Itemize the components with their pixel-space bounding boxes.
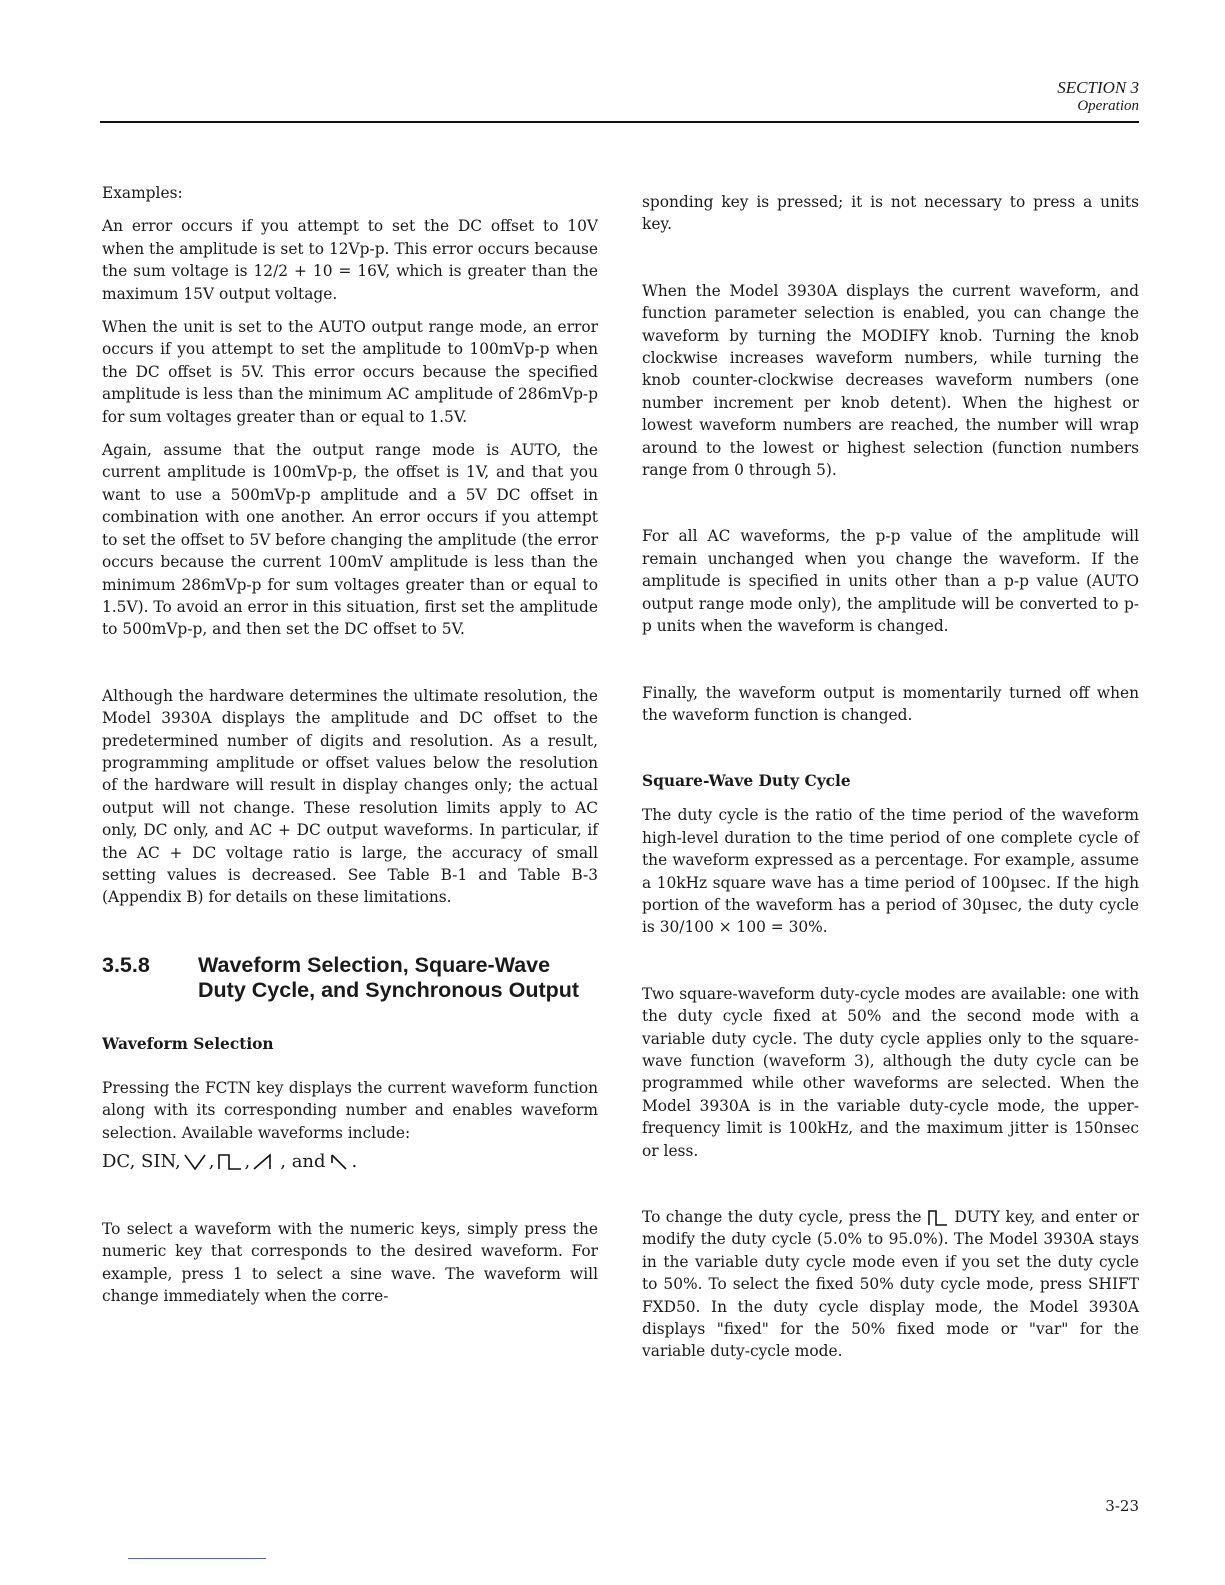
examples-label: Examples: [102, 184, 183, 202]
section-title: SECTION 3 [1057, 78, 1139, 97]
paragraph: An error occurs if you attempt to set the DC offset to 10V when the amplitude is set to 12Vp-p. This error occurs because the sum voltage is 12/2 + 10 = 16V, which is greater than the maximum 15V output voltage. [102, 217, 598, 303]
subsection-title: Waveform Selection, Square-Wave Duty Cycle, and Synchronous Output [198, 952, 580, 1002]
waveform-selection-heading: Waveform Selection [102, 1034, 274, 1053]
symbols-prefix: DC, SIN, [102, 1151, 181, 1172]
triangle-wave-icon [183, 1151, 207, 1173]
waveform-symbols [102, 1150, 598, 1174]
subsection-heading [102, 953, 598, 1003]
paragraph: sponding key is pressed; it is not necessary to press a units key. [642, 193, 1139, 234]
paragraph: Finally, the waveform output is momentarily turned off when the waveform function is changed. [642, 683, 1139, 724]
paragraph: Two square-waveform duty-cycle modes are available: one with the duty cycle fixed at 50% and the second mode with a variable duty cycle. The duty cycle applies only to the square-wave function (waveform 3), although the duty cycle can be programmed while other waveforms are selected. When the Model 3930A is in the variable duty-cycle mode, the upper-frequency limit is 100kHz, and the maximum jitter is 150nsec or less. [642, 984, 1139, 1160]
left-column [102, 182, 598, 1308]
square-wave-icon [927, 1209, 949, 1227]
section-subtitle: Operation [1077, 98, 1139, 114]
subsection-number: 3.5.8 [102, 952, 150, 977]
symbols-and: , and [280, 1151, 326, 1172]
ramp-down-icon [328, 1151, 350, 1173]
paragraph: When the Model 3930A displays the current waveform, and function parameter selection is enabled, you can change the waveform by turning the MODIFY knob. Turning the knob clockwise increases waveform numbers, while turning the knob counter-clockwise decreases waveform numbers (one number increment per knob detent). When the highest or lowest waveform numbers are reached, the number will wrap around to the lowest or highest selection (function numbers range from 0 through 5). [642, 281, 1139, 480]
duty-cycle-heading: Square-Wave Duty Cycle [642, 772, 851, 791]
page-header [1057, 78, 1139, 115]
symbols-end: . [351, 1151, 358, 1172]
symbols-separator: , [208, 1151, 215, 1172]
symbols-separator: , [244, 1151, 251, 1172]
square-wave-icon [217, 1151, 243, 1173]
ramp-up-icon [252, 1151, 278, 1173]
paragraph: Again, assume that the output range mode is AUTO, the current amplitude is 100mVp-p, the offset is 1V, and that you want to use a 500mVp-p amplitude and a 5V DC offset in combination with one another. An error occurs if you attempt to set the offset to 5V before changing the amplitude (the error occurs because the current 100mV amplitude is less than the minimum 286mVp-p for sum voltages greater than or equal to 1.5V). To avoid an error in this situation, first set the amplitude to 500mVp-p, and then set the DC offset to 5V. [102, 441, 598, 639]
right-column [642, 191, 1139, 1363]
paragraph: Although the hardware determines the ultimate resolution, the Model 3930A displays the amplitude and DC offset to the predetermined number of digits and resolution. As a result, programming amplitude or offset values below the resolution of the hardware will result in display changes only; the actual output will not change. These resolution limits apply to AC only, DC only, and AC + DC output waveforms. In particular, if the AC + DC voltage ratio is large, the accuracy of small setting values is decreased. See Table B-1 and Table B-3 (Appendix B) for details on these limitations. [102, 686, 598, 907]
paragraph: The duty cycle is the ratio of the time period of the waveform high-level duration to the time period of one complete cycle of the waveform expressed as a percentage. For example, assume a 10kHz square wave has a time period of 100µsec. If the high portion of the waveform has a period of 30µsec, the duty cycle is 30/100 × 100 = 30%. [642, 806, 1139, 937]
paragraph: Pressing the FCTN key displays the current waveform function along with its corresponding number and enables waveform selection. Available waveforms include: [102, 1078, 598, 1142]
header-divider [100, 121, 1139, 123]
paragraph: When the unit is set to the AUTO output range mode, an error occurs if you attempt to set the amplitude to 100mVp-p when the DC offset is 5V. This error occurs because the specified amplitude is less than the minimum AC amplitude of 286mVp-p for sum voltages greater than or equal to 1.5V. [102, 318, 598, 426]
paragraph: For all AC waveforms, the p-p value of the amplitude will remain unchanged when you change the waveform. If the amplitude is specified in units other than a p-p value (AUTO output range mode only), the amplitude will be converted to p-p units when the waveform is changed. [642, 527, 1139, 636]
footer-rule [128, 1558, 266, 1559]
duty-text-before: To change the duty cycle, press the [642, 1208, 922, 1226]
paragraph [642, 1206, 1139, 1363]
page-number: 3-23 [1105, 1497, 1139, 1515]
paragraph: To select a waveform with the numeric keys, simply press the numeric key that corresponds to the desired waveform. For example, press 1 to select a sine wave. The waveform will change immediately when the corre- [102, 1220, 598, 1306]
duty-text-after: DUTY key, and enter or modify the duty cycle (5.0% to 95.0%). The Model 3930A stays in the variable duty cycle mode even if you set the duty cycle to 50%. To select the fixed 50% duty cycle mode, press SHIFT FXD50. In the duty cycle display mode, the Model 3930A displays "fixed" for the 50% fixed mode or "var" for the variable duty-cycle mode. [642, 1208, 1139, 1361]
